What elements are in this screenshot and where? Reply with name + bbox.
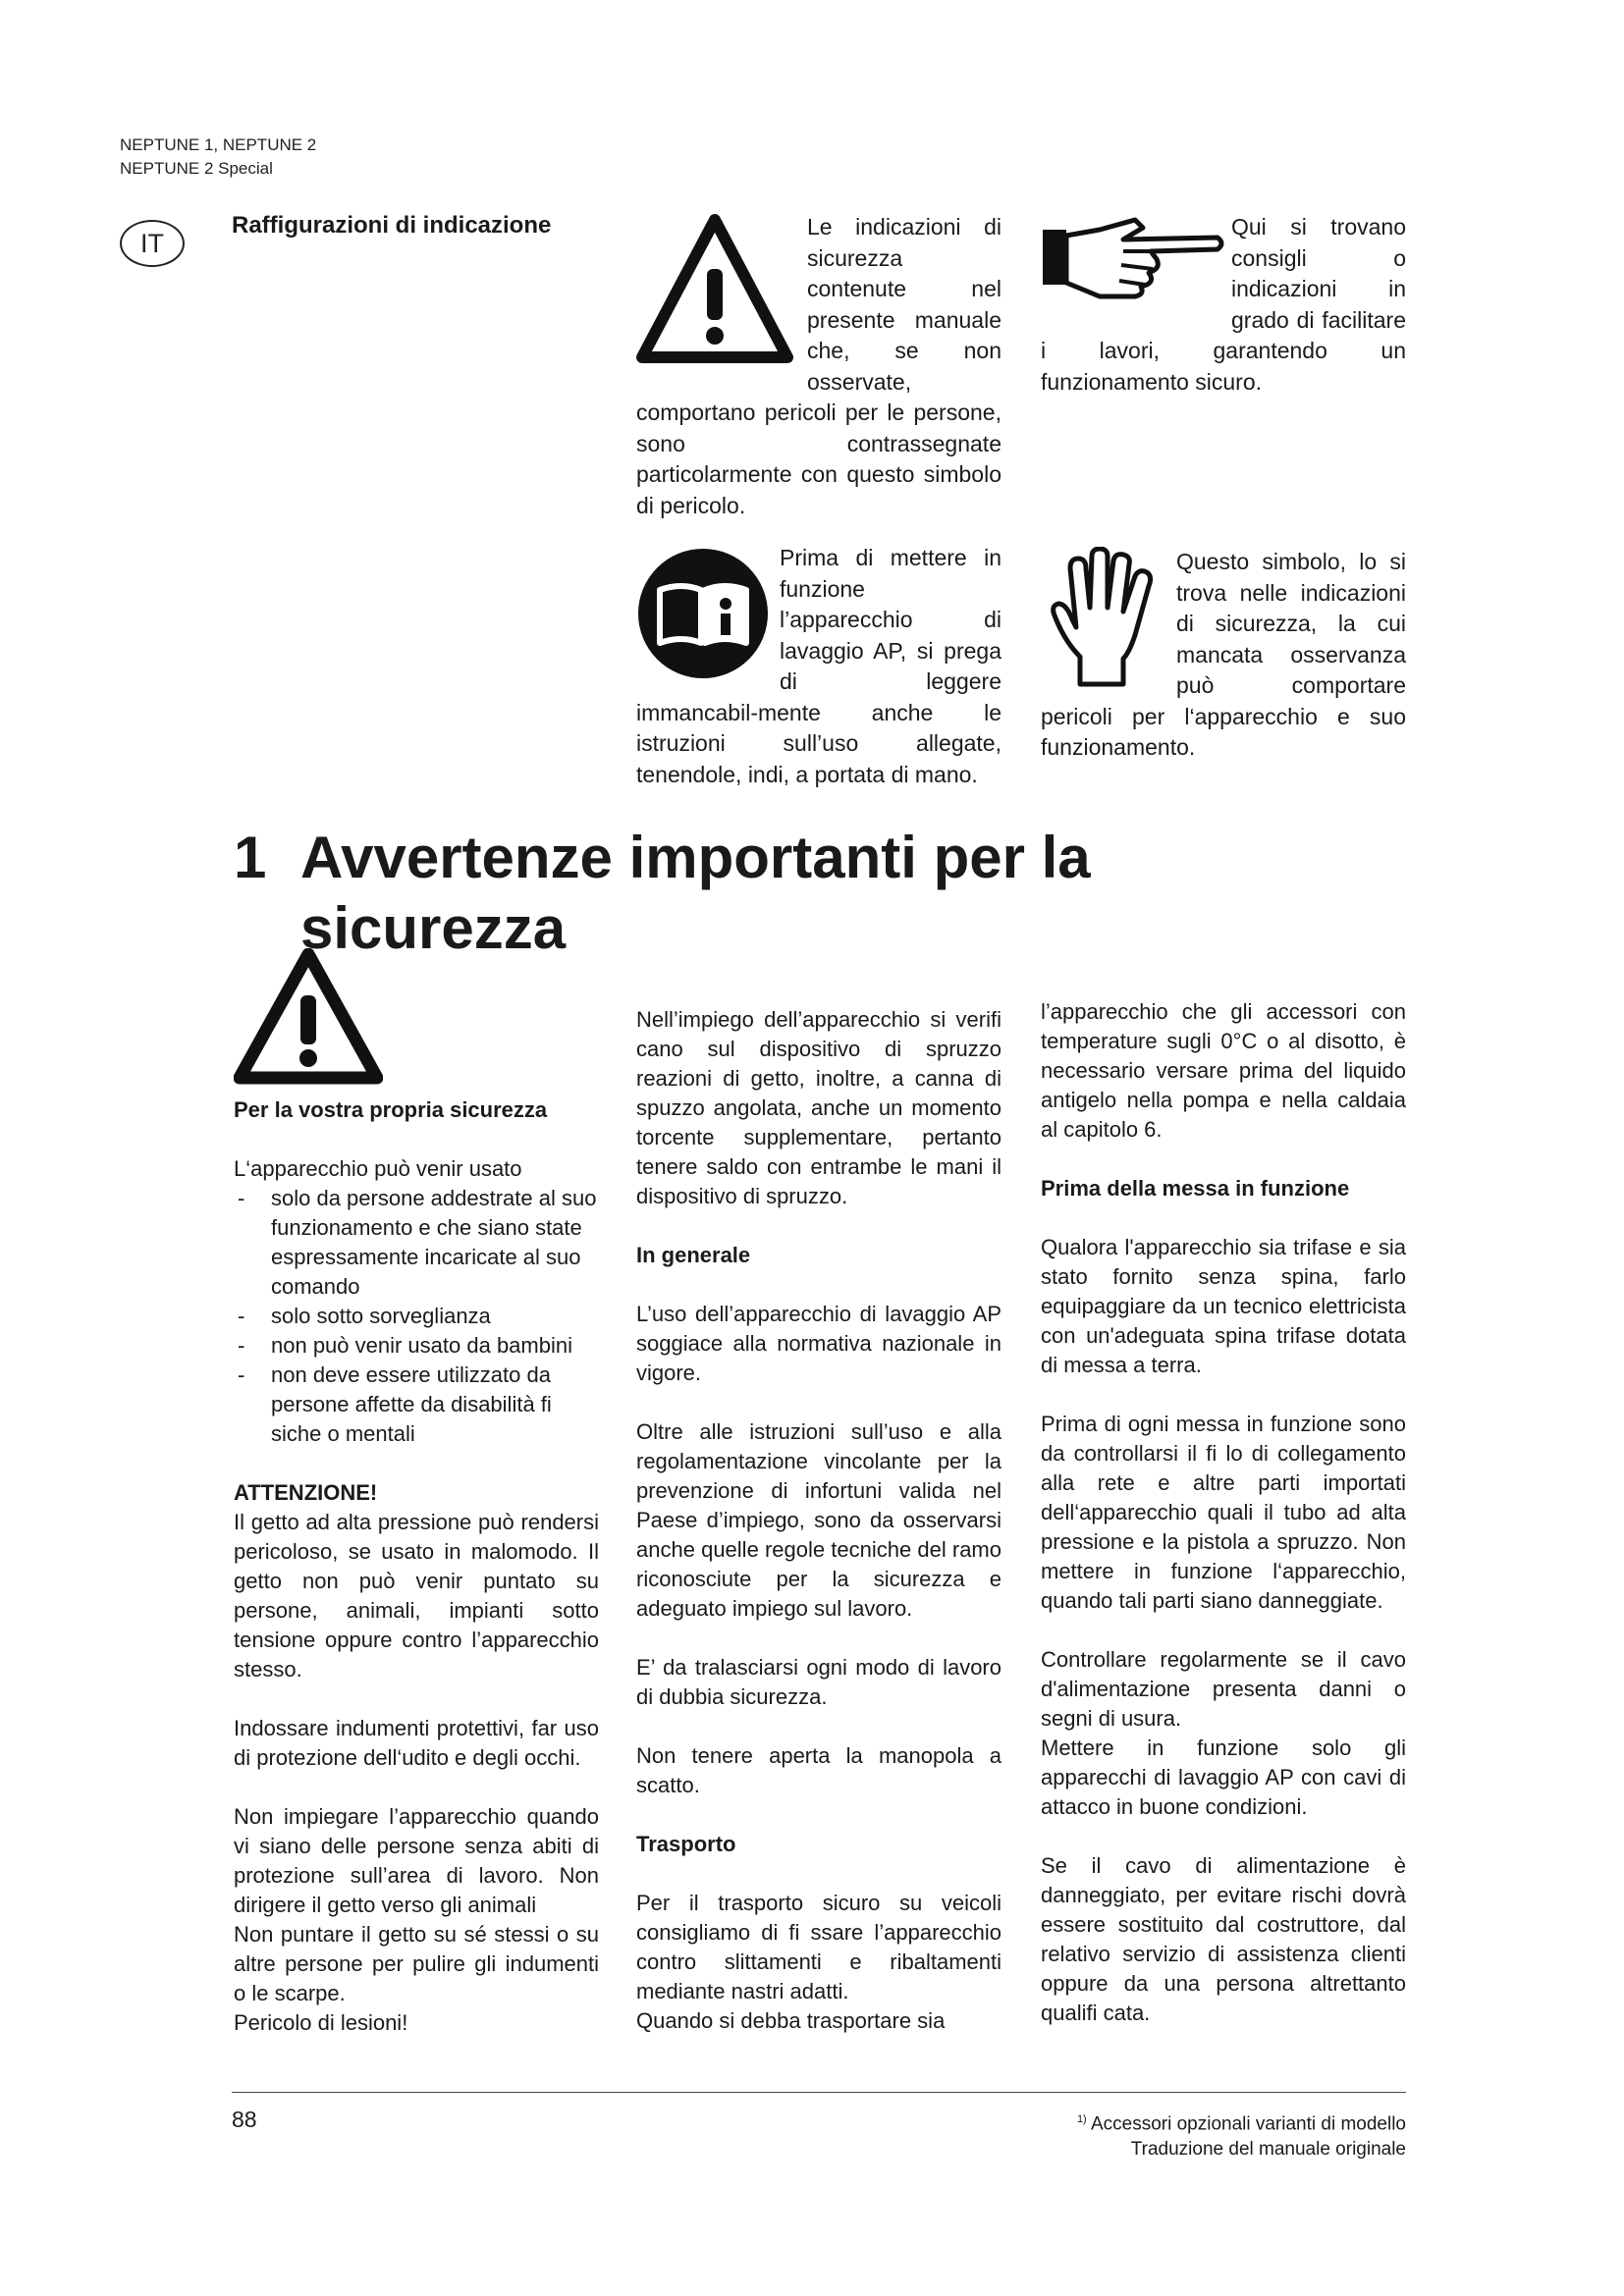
transport-heading: Trasporto bbox=[636, 1832, 736, 1856]
footnote-text: Accessori opzionali varianti di modello bbox=[1090, 2113, 1406, 2135]
manual-symbol-block bbox=[636, 543, 1001, 790]
pre-start-check-text: Prima di ogni messa in funzione sono da controllarsi il fi lo di collegamento alla rete e altre parti importati dell‘apparecchio quali il tubo ad alta pressione e la pistola a spruzzo. Non mettere in funzione l‘apparecchio, quando tali parti siano danneggiate. bbox=[1041, 1412, 1406, 1613]
translation-note: Traduzione del manuale originale bbox=[1130, 2139, 1406, 2161]
list-item: - solo sotto sorveglianza bbox=[234, 1302, 599, 1331]
list-item: - solo da persone addestrate al suo funzionamento e che siano state espressamente incaricate al suo comando bbox=[234, 1184, 599, 1302]
column-2 bbox=[636, 1005, 1001, 2036]
persons-area-text: Non impiegare l’apparecchio quando vi siano delle persone senza abiti di protezione sull’area di lavoro. Non dirigere il getto verso gli animali bbox=[234, 1804, 599, 1917]
page-number: 88 bbox=[232, 2107, 257, 2132]
trigger-handle-text: Non tenere aperta la manopola a scatto. bbox=[636, 1743, 1001, 1797]
usage-conditions-list bbox=[234, 1184, 599, 1449]
warning-symbol-block bbox=[636, 212, 1001, 521]
protective-clothing-text: Indossare indumenti protettivi, far uso di protezione dell‘udito e degli occhi. bbox=[234, 1716, 599, 1770]
transport-text: Per il trasporto sicuro su veicoli consigliamo di fi ssare l’apparecchio contro slittamenti e ribaltamenti mediante nastri adatti. bbox=[636, 1891, 1001, 2003]
footnote bbox=[1077, 2107, 1406, 2137]
pointing-hand-icon bbox=[1041, 212, 1227, 306]
warning-triangle-icon bbox=[636, 212, 793, 369]
manual-symbol-text: Prima di mettere in funzione l’apparecchio di lavaggio AP, si prega di leggere immancabil-mente anche le istruzioni sull’uso allegate, tenendole, indi, a portata di mano. bbox=[636, 545, 1001, 787]
model-line-2: NEPTUNE 2 Special bbox=[120, 159, 273, 178]
language-badge: IT bbox=[120, 220, 185, 267]
stop-hand-icon bbox=[1041, 547, 1168, 694]
unsafe-work-text: E’ da tralasciarsi ogni modo di lavoro di dubbia sicurezza. bbox=[636, 1655, 1001, 1709]
column-3 bbox=[1041, 997, 1406, 2057]
recoil-text: Nell’impiego dell’apparecchio si verifi cano sul dispositivo di spruzzo reazioni di getto, inoltre, a canna di spuzzo angolata, anche un momento torcente supplementare, pertanto tenere saldo con entrambe le mani il dispositivo di spruzzo. bbox=[636, 1007, 1001, 1208]
own-safety-heading: Per la vostra propria sicurezza bbox=[234, 1097, 548, 1122]
transport-text-continued: Quando si debba trasportare sia bbox=[636, 2008, 946, 2033]
chapter-title: Avvertenze importanti per la sicurezza bbox=[300, 825, 1091, 961]
stop-symbol-text: Questo simbolo, lo si trova nelle indicazioni di sicurezza, la cui mancata osservanza può comportare pericoli per l‘apparecchio e suo funzionamento. bbox=[1041, 549, 1406, 760]
cable-check-text: Controllare regolarmente se il cavo d'alimentazione presenta danni o segni di usura. bbox=[1041, 1647, 1406, 1731]
national-norms-text: L’uso dell’apparecchio di lavaggio AP soggiace alla normativa nazionale in vigore. bbox=[636, 1302, 1001, 1385]
list-item: - non può venir usato da bambini bbox=[234, 1331, 599, 1361]
column-1 bbox=[234, 948, 599, 2038]
cable-condition-text: Mettere in funzione solo gli apparecchi di lavaggio AP con cavi di attacco in buone condizioni. bbox=[1041, 1735, 1406, 1819]
footer-rule bbox=[232, 2092, 1406, 2093]
tip-symbol-text: Qui si trovano consigli o indicazioni in grado di facilitare i lavori, garantendo un funzionamento sicuro. bbox=[1041, 214, 1406, 395]
accident-rules-text: Oltre alle istruzioni sull’uso e alla regolamentazione vincolante per la prevenzione di infortuni valida nel Paese d’impiego, sono da osservarsi anche quelle regole tecniche del ramo riconosciute per la sicurezza e adeguato impiego sul lavoro. bbox=[636, 1419, 1001, 1621]
symbols-section-title: Raffigurazioni di indicazione bbox=[232, 212, 552, 239]
self-pointing-text: Non puntare il getto su sé stessi o su altre persone per pulire gli indumenti o le scarpe. bbox=[234, 1922, 599, 2005]
read-manual-icon bbox=[636, 547, 770, 680]
footer-notes bbox=[1077, 2107, 1406, 2163]
antifreeze-text: l’apparecchio che gli accessori con temperature sugli 0°C o al disotto, è necessario versare prima del liquido antigelo nella pompa e nella caldaia al capitolo 6. bbox=[1041, 999, 1406, 1142]
usage-intro: L‘apparecchio può venir usato bbox=[234, 1156, 522, 1181]
stop-symbol-block bbox=[1041, 547, 1406, 764]
chapter-number: 1 bbox=[234, 825, 267, 890]
model-line-1: NEPTUNE 1, NEPTUNE 2 bbox=[120, 135, 317, 154]
warning-symbol-text: Le indicazioni di sicurezza contenute nel presente manuale che, se non osservate, comportano pericoli per le persone, sono contrassegnate particolarmente con questo simbolo di pericolo. bbox=[636, 214, 1001, 518]
footnote-mark: 1) bbox=[1076, 2113, 1087, 2125]
damaged-cable-text: Se il cavo di alimentazione è danneggiato, per evitare rischi dovrà essere sostituito dal costruttore, dal relativo servizio di assistenza clienti oppure da una persona altrettanto qualifi cata. bbox=[1041, 1853, 1406, 2025]
attention-heading: ATTENZIONE! bbox=[234, 1480, 378, 1505]
commissioning-heading: Prima della messa in funzione bbox=[1041, 1176, 1350, 1201]
document-header bbox=[120, 133, 316, 181]
general-heading: In generale bbox=[636, 1243, 751, 1267]
list-item: - non deve essere utilizzato da persone affette da disabilità fi siche o mentali bbox=[234, 1361, 599, 1449]
tip-symbol-block bbox=[1041, 212, 1406, 398]
attention-text: Il getto ad alta pressione può rendersi pericoloso, se usato in malomodo. Il getto non può venir puntato su persone, animali, impianti sotto tensione oppure contro l’apparecchio stesso. bbox=[234, 1510, 599, 1682]
three-phase-text: Qualora l'apparecchio sia trifase e sia stato fornito senza spina, farlo equipaggiare da un tecnico elettricista con un'adeguata spina trifase dotata di messa a terra. bbox=[1041, 1235, 1406, 1377]
injury-danger-text: Pericolo di lesioni! bbox=[234, 2010, 408, 2035]
safety-warning-icon bbox=[234, 948, 383, 1088]
